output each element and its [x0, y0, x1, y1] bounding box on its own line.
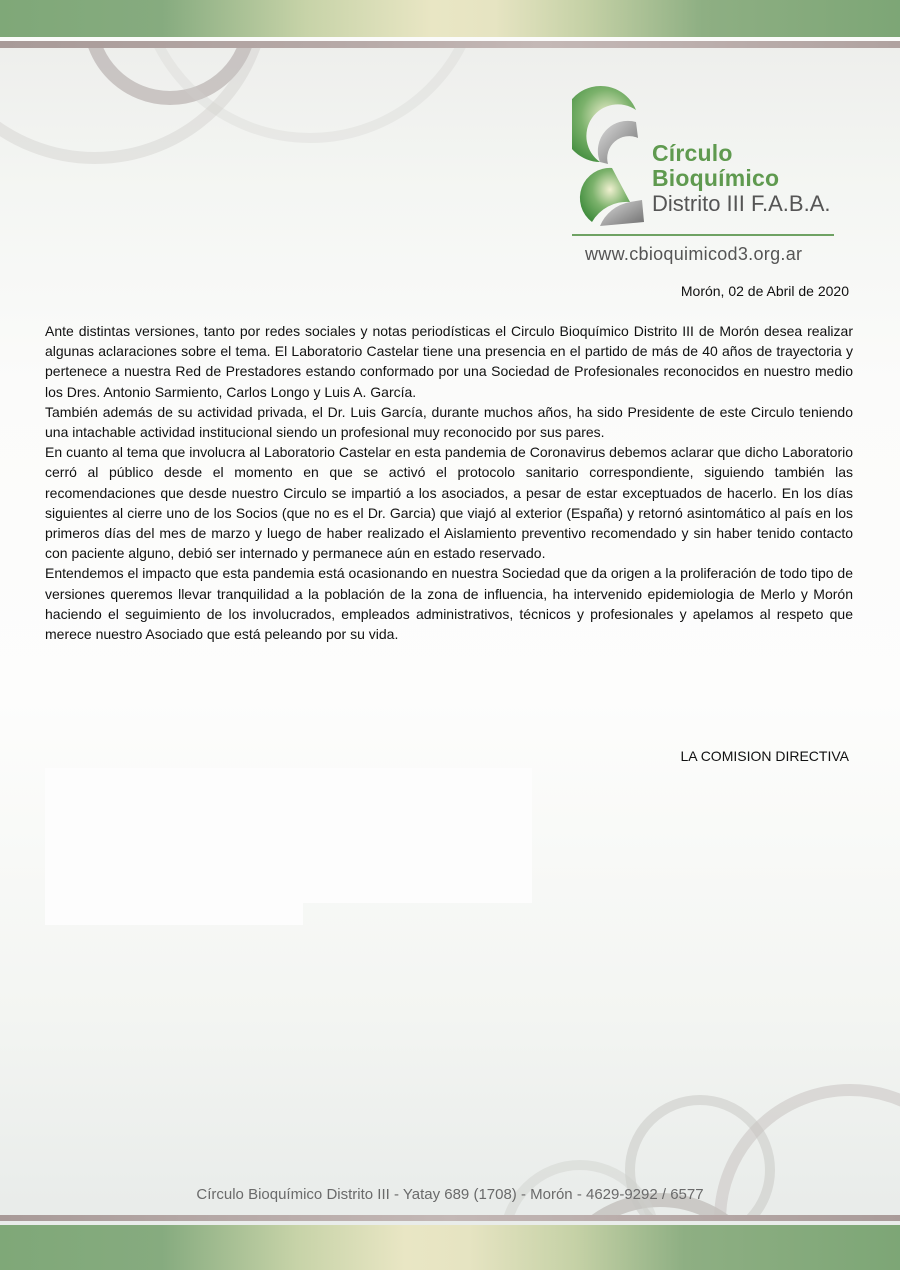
letter-body — [45, 321, 853, 644]
org-name-line3: Distrito III F.A.B.A. — [652, 191, 831, 216]
logo-divider — [572, 234, 834, 236]
signature: LA COMISION DIRECTIVA — [680, 748, 849, 764]
paragraph-4: Entendemos el impacto que esta pandemia está ocasionando en nuestra Sociedad que da origen a la proliferación de todo tipo de versiones queremos llevar tranquilidad a la población de la zona de influencia, ha intervenido epidemiologia de Merlo y Morón haciendo el seguimiento de los involucrados, empleados administrativos, técnicos y profesionales y apelamos al respeto que merece nuestro Asociado que está peleando por su vida. — [45, 565, 853, 643]
paragraph-3: En cuanto al tema que involucra al Laboratorio Castelar en esta pandemia de Coronavirus debemos aclarar que dicho Laboratorio cerró al público desde el momento en que se activó el protocolo sanitario correspondiente, siguiendo también las recomendaciones que desde nuestro Circulo se impartió a los asociados, a pesar de estar exceptuados de hacerlo. En los días siguientes al cierre uno de los Socios (que no es el Dr. Garcia) que viajó al exterior (España) y retornó asintomático al país en los primeros días del mes de marzo y luego de haber realizado el Aislamiento preventivo recomendado y sin haber tenido contacto con paciente alguno, debió ser internado y permanece aún en estado reservado. — [45, 444, 853, 562]
letterhead-logo — [572, 82, 862, 267]
paragraph-2: También además de su actividad privada, el Dr. Luis García, durante muchos años, ha sido Presidente de este Circulo teniendo una intachable actividad institucional siendo un profesional muy reconocido por sus pares. — [45, 403, 853, 441]
redacted-area-tail — [45, 903, 303, 925]
header-color-band — [0, 0, 900, 37]
footer-contact: Círculo Bioquímico Distrito III - Yatay 689 (1708) - Morón - 4629-9292 / 6577 — [196, 1186, 704, 1203]
footer-color-band — [0, 1225, 900, 1270]
decorative-arcs-bottom-icon — [400, 990, 900, 1215]
redacted-area — [45, 768, 532, 903]
circle-logo-icon — [572, 82, 652, 227]
header-rule — [0, 41, 900, 48]
letter-date: Morón, 02 de Abril de 2020 — [680, 283, 849, 299]
paragraph-1: Ante distintas versiones, tanto por redes sociales y notas periodísticas el Circulo Bioquímico Distrito III de Morón desea realizar algunas aclaraciones sobre el tema. El Laboratorio Castelar tiene una presencia en el partido de más de 40 años de trayectoria y pertenece a nuestra Red de Prestadores estando conformado por una Sociedad de Profesionales reconocidos en nuestro medio los Dres. Antonio Sarmiento, Carlos Longo y Luis A. García. — [45, 323, 853, 400]
org-name-line1: Círculo — [652, 140, 733, 166]
decorative-arcs-top-icon — [0, 48, 600, 248]
footer-rule — [0, 1215, 900, 1221]
website-url: www.cbioquimicod3.org.ar — [585, 244, 803, 264]
org-name-line2: Bioquímico — [652, 165, 780, 191]
